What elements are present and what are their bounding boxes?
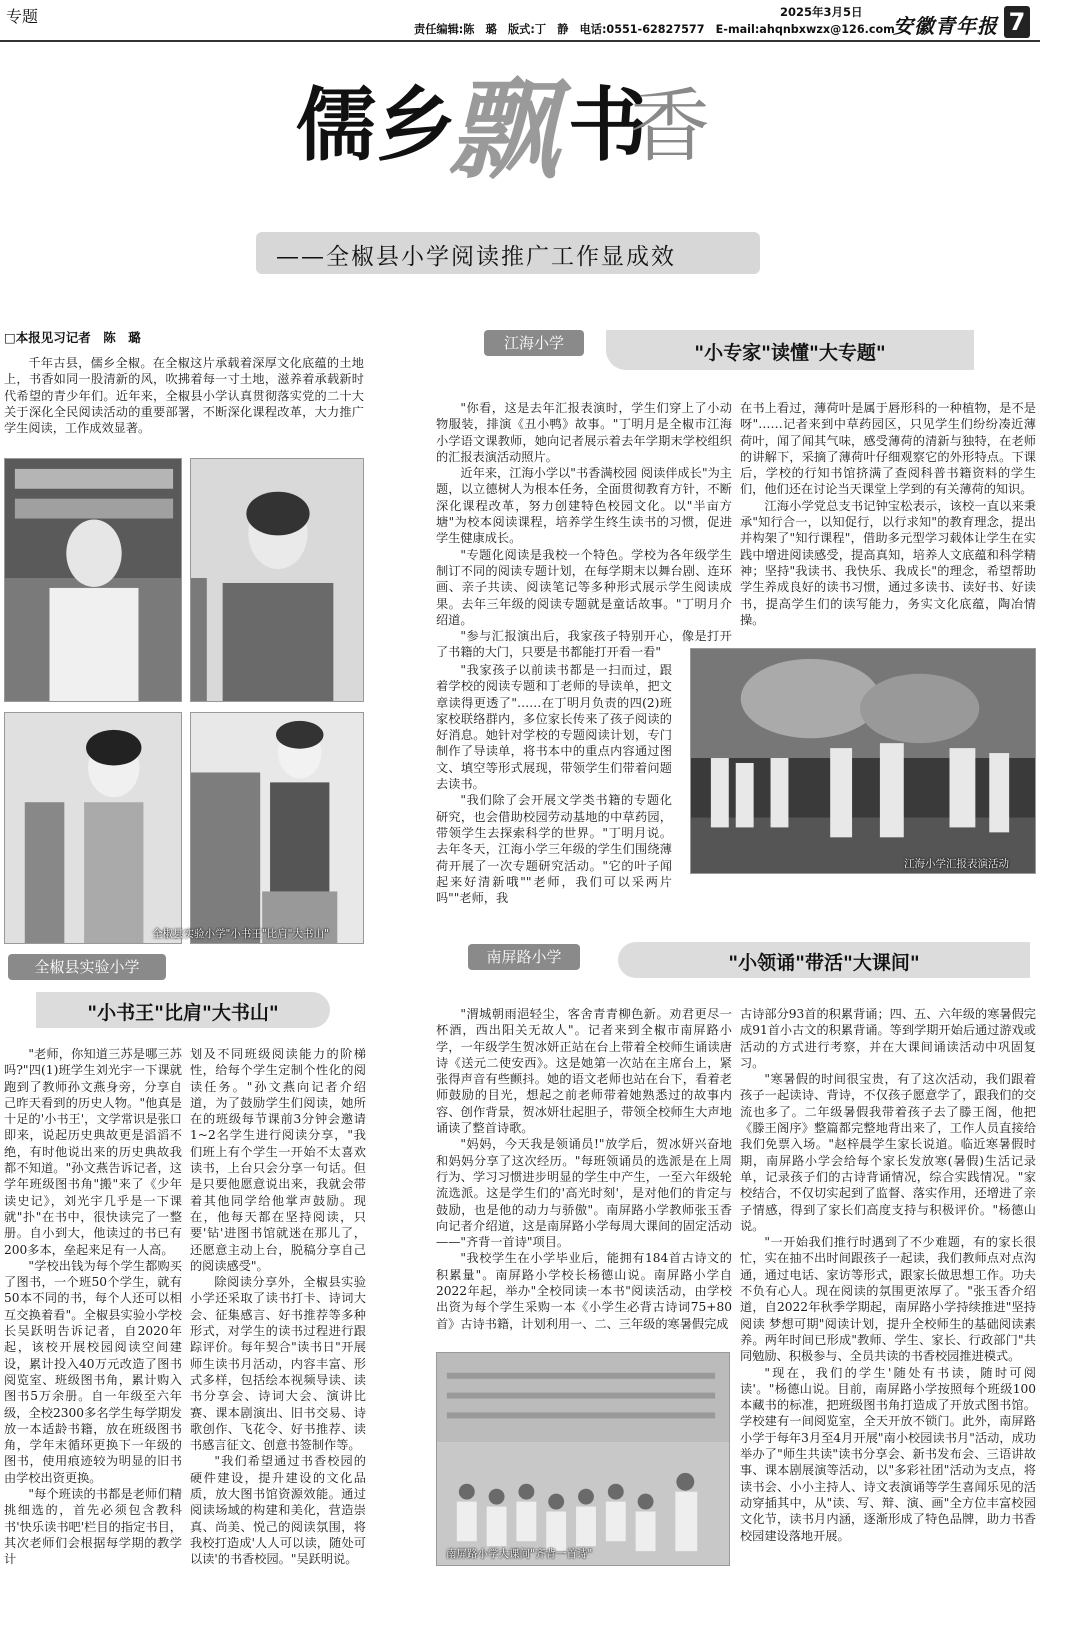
page-number: 7 [1004, 6, 1030, 38]
stage-photo-caption: 江海小学汇报表演活动 [904, 858, 1009, 870]
title-char-2: 乡 [376, 78, 456, 172]
title-char-4: 书 [568, 78, 648, 172]
sec1-column-2: 划及不同班级阅读能力的阶梯性，给每个学生定制个性化的阅读任务。"孙文燕向记者介绍道，为了鼓励学生们阅读，她所在的班级每节课前3分钟会邀请1~2名学生进行阅读分享，"我们班上有个学生一开始不太喜欢读书，上台只会分享一句话。但是只要他愿意说出来，我就会带着其他同学给他掌声鼓励。现在，他每天都在坚持阅读，只要'钻'进图书馆就迷在那儿了，还愿意主动上台，脱稿分享自己的阅读感受"。 除阅读分享外，全椒县实验小学还采取了读书打卡、诗词大会、征集感言、好书推荐等多种形式，对学生的读书过程进行跟踪评价。每年契合"读书日"开展师生读书月活动，内容丰富、形式多样，包括绘本视频导读、读书分享会、诗词大会、演讲比赛、课本剧演出、旧书交易、诗歌创作、飞花令、好书推荐、读书感言征文、创意书签制作等。 "我们希望通过书香校园的硬件建设，提升建设的文化品质，放大图书馆资源效能。通过阅读场域的构建和美化，营造崇真、尚美、悦己的阅读氛围，将我校打造成'人人可以读，随处可以读'的书香校园。"吴跃明说。 [190, 1047, 366, 1567]
sec3-tag: 南屏路小学 [468, 944, 580, 970]
stage-performance-photo [690, 648, 1036, 874]
student-photo-2 [190, 458, 364, 702]
sec3-column-1: "渭城朝雨浥轻尘，客舍青青柳色新。劝君更尽一杯酒，西出阳关无故人"。记者来到全椒市南屏路小学，一年级学生贺冰妍正站在台上带着全校师生诵读唐诗《送元二使安西》。这是她第一次站在主席台上，紧张得声音有些颤抖。她的语文老师也站在台下，看着老师鼓励的目光，想起之前老师带着她熟悉过的故事内容、创作背景，贺冰妍壮起胆子，带领全校师生大声地诵读了整首诗歌。 "妈妈，今天我是领诵员!"放学后，贺冰妍兴奋地和妈妈分享了这次经历。"每班领诵员的选派是在上周行为、学习习惯进步明显的学生中产生，一至六年级轮流选派。这是学生们的'高光时刻'，是对他们的肯定与鼓励，也是他的动力与骄傲"。南屏路小学教师张玉香向记者介绍道，这是南屏路小学每周大课间的固定活动——"齐背一首诗"项目。 "我校学生在小学毕业后，能拥有184首古诗文的积累量"。南屏路小学校长杨德山说。南屏路小学自2022年起，举办"全校同读一本书"阅读活动，由学校出资为每个学生采购一本《小学生必背古诗词75+80首》古诗书籍，计划利用一、二、三年级的寒暑假完成 [436, 1007, 732, 1331]
sec1-headline: "小书王"比肩"大书山" [87, 1002, 279, 1024]
schoolyard-photo-caption: 南屏路小学大课间"齐背一首诗" [446, 1548, 593, 1560]
header-rule [0, 40, 1040, 42]
sec3-column-2: 古诗部分93首的积累背诵；四、五、六年级的寒暑假完成91首小古文的积累背诵。等到学期开始后通过游戏或活动的方式进行考察，并在大课间诵读活动中巩固复习。 "寒暑假的时间很宝贵，有了这次活动，我们跟着孩子一起读诗、背诗，不仅孩子愿意学了，跟我们的交流也多了。二年级暑假我带着孩子去了滕王阁，他把《滕王阁序》整篇都完整地背出来了，工作人员直接给我们免票入场。"赵梓晨学生家长说道。临近寒暑假时期，南屏路小学会给每个家长发放寒(暑假)生活记录单，记录孩子们的古诗背诵情况，综合实践情况。"家校结合，不仅切实起到了监督、落实作用，还增进了亲子情感，得到了家长们高度支持与积极评价。"杨德山说。 "一开始我们推行时遇到了不少难题，有的家长很忙，实在抽不出时间跟孩子一起读，我们教师点对点沟通，通过电话、家访等形式，跟家长做思想工作。功夫不负有心人。现在阅读的氛围更浓厚了。"张玉香介绍道，自2022年秋季学期起，南屏路小学持续推进"坚持阅读 梦想可期"阅读计划，提升全校师生的基础阅读素养。两年时间已形成"教师、学生、家长、行政部门"共同勉励、积极参与、全员共读的书香校园推进模式。 "现在，我们的学生'随处有书读，随时可阅读'。"杨德山说。目前，南屏路小学按照每个班级100本藏书的标准，把班级图书角打造成了开放式图书馆。学校建有一间阅览室，全天开放不锁门。此外，南屏路小学于每年3月至4月开展"南小校园读书月"活动，成功举办了"师生共读"读书分享会、新书发布会、三语讲故事、课本剧展演等活动，以"多彩社团"活动为支点，将读书会、小小主持人、诗文表演诵等学生喜闻乐见的活动穿插其中，从"读、写、辩、演、画"全方位丰富校园文化节，读书月内涵，逐渐形成了特色品牌，助力书香校园建设落地开展。 [740, 1007, 1036, 1543]
intro-text: 千年古县，儒乡全椒。在全椒这片承载着深厚文化底蕴的土地上，书香如同一股清新的风，吹拂着每一寸土地，滋养着承载新时代希望的青少年们。近年来，全椒县小学认真贯彻落实党的二十大关于深化全民阅读活动的重要部署，不断深化课程改革，大力推广学生阅读，工作成效显著。 [4, 356, 364, 436]
student-photo-4 [190, 712, 364, 944]
title-char-5: 香 [630, 80, 710, 173]
student-photo-1 [4, 458, 182, 702]
section-label: 专题 [6, 7, 39, 26]
sec2-column-1b: "我家孩子以前读书都是一扫而过，跟着学校的阅读专题和丁老师的导读单，把文章读得更透了"……在丁明月负责的四(2)班家校联络群内，多位家长传来了孩子阅读的好消息。她针对学校的专题阅读计划，专门制作了导读单，将书本中的重点内容通过图文、填空等形式展现，带领学生们带着问题去读书。 "我们除了会开展文学类书籍的专题化研究，也会借助校园劳动基地的中草药园，带领学生去探索科学的世界。"丁明月说。去年冬天，江海小学三年级的学生们围绕薄荷开展了一次专题研究活动。"它的叶子闻起来好清新哦""老师，我们可以采两片吗""老师，我 [436, 663, 672, 906]
sec2-headline: "小专家"读懂"大专题" [694, 342, 886, 364]
student-photo-3 [4, 712, 182, 944]
sec3-headline: "小领诵"带活"大课间" [728, 952, 920, 974]
masthead: 安徽青年报 [893, 14, 998, 38]
sec1-column-1: "老师，你知道三苏是哪三苏吗?"四(1)班学生刘光宇一下课就跑到了教师孙文燕身旁，分享自己昨天看到的历史人物。"他真是十足的'小书王'，文学常识是张口即来，说起历史典故更是滔滔不绝，有时他说出来的历史典故我都不知道。"孙文燕告诉记者，这学年班级图书角"搬"来了《少年读史记》，刘光宇几乎是一下课就"扑"在书中，很快读完了一整册。自小到大，他读过的书已有200多本，垒起来足有一人高。 "学校出钱为每个学生都购买了图书，一个班50个学生，就有50本不同的书，每个人还可以相互交换着看"。全椒县实验小学校长吴跃明告诉记者，自2020年起，该校开展校园阅读空间建设，累计投入40万元改造了图书阅览室、班级图书角，累计购入图书5万余册。自一年级至六年级，全校2300多名学生每学期发放一本适龄书籍，放在班级图书角，学年末循环更换下一年级的图书，使用痕迹较为明显的旧书由学校出资更换。 "每个班读的书都是老师们精挑细选的，首先必须包含教科书'快乐读书吧'栏目的指定书目，其次老师们会根据每学期的教学计 [4, 1047, 182, 1567]
subtitle: ——全椒县小学阅读推广工作显成效 [276, 244, 676, 270]
schoolyard-recitation-photo [436, 1352, 730, 1566]
issue-date: 2025年3月5日 [780, 5, 863, 19]
title-char-3: 飘 [448, 65, 558, 194]
title-char-1: 儒 [296, 78, 376, 172]
sec2-tag: 江海小学 [484, 330, 584, 356]
left-photo-caption: 全椒县实验小学"小书王"比肩"大书山" [152, 928, 329, 940]
editor-info: 责任编辑:陈 璐 版式:丁 静 电话:0551-62827577 E-mail:ahqnbxwzx@126.com [414, 23, 895, 36]
sec1-tag: 全椒县实验小学 [8, 954, 166, 980]
sec2-column-1: "你看，这是去年汇报表演时，学生们穿上了小动物服装，排演《丑小鸭》故事。"丁明月是全椒市江海小学语文课教师，她向记者展示着去年学期末学校组织的汇报表演活动照片。 近年来，江海小学以"书香满校园 阅读伴成长"为主题，以立德树人为根本任务，全面贯彻教育方针，不断深化课程改革，努力创建特色校园文化。以"半亩方塘"为校本阅读课程，培养学生终生读书的习惯，促进学生健康成长。 "专题化阅读是我校一个特色。学校为各年级学生制订不同的阅读专题计划，在每学期末以舞台剧、连环画、亲子共读、阅读笔记等多种形式展示学生阅读成果。去年三年级的阅读专题就是童话故事。"丁明月介绍道。 "参与汇报演出后，我家孩子特别开心，像是打开了书籍的大门，只要是书都能打开看一看" [436, 401, 732, 660]
byline: □本报见习记者 陈 璐 [4, 330, 141, 345]
sec2-column-2: 在书上看过，薄荷叶是属于唇形科的一种植物，是不是呀"……记者来到中草药园区，只见学生们纷纷凑近薄荷叶，闻了闻其气味，感受薄荷的清新与独特，在老师的讲解下，采摘了薄荷叶仔细观察它的外形特点。下课后，学校的行知书馆挤满了查阅科普书籍资料的学生们，他们还在讨论当天课堂上学到的有关薄荷的知识。 江海小学党总支书记钟宝松表示，该校一直以来秉承"知行合一，以知促行，以行求知"的教育理念，提出并构架了"知行课程"，借助多元型学习载体让学生在实践中增进阅读感受，提高真知，培养人文底蕴和科学精神；坚持"我读书、我快乐、我成长"的理念，希望帮助学生养成良好的读书习惯，通过多读书、读好书、好读书，提高学生们的读写能力，务实文化底蕴，陶冶情操。 [740, 401, 1036, 627]
